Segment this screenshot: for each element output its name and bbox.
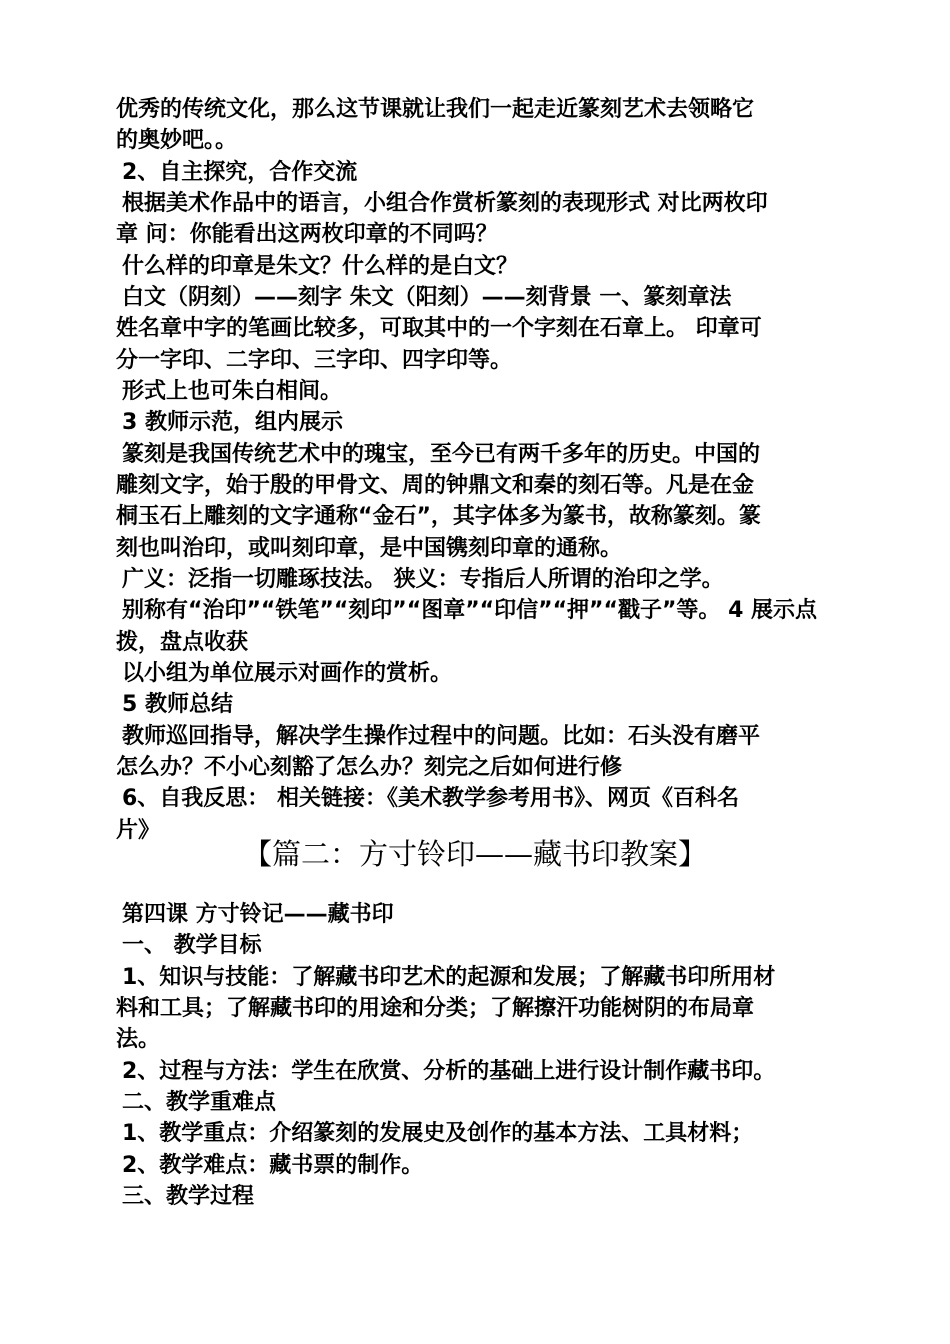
section-heading: 【篇二：方寸铃印——藏书印教案】: [242, 837, 707, 871]
text-line: 料和工具；了解藏书印的用途和分类；了解擦汗功能树阴的布局章: [116, 996, 755, 1021]
text-line: 3 教师示范，组内展示: [122, 410, 343, 435]
text-line: 片》: [116, 818, 161, 843]
text-line: 教师巡回指导，解决学生操作过程中的问题。比如：石头没有磨平: [122, 724, 761, 749]
text-line: 优秀的传统文化，那么这节课就让我们一起走近篆刻艺术去领略它: [116, 97, 755, 122]
text-line: 一、 教学目标: [122, 933, 262, 958]
text-line: 2、自主探究，合作交流: [122, 160, 358, 185]
text-line: 6、自我反思： 相关链接：《美术教学参考用书》、网页《百科名: [122, 786, 739, 811]
text-line: 拨，盘点收获: [116, 630, 249, 655]
text-line: 白文（阴刻）——刻字 朱文（阳刻）——刻背景 一、篆刻章法: [122, 285, 732, 310]
text-line: 第四课 方寸铃记——藏书印: [122, 902, 394, 927]
text-line: 怎么办？不小心刻豁了怎么办？刻完之后如何进行修: [116, 755, 623, 780]
text-line: 5 教师总结: [122, 692, 233, 717]
text-line: 的奥妙吧。。: [116, 128, 238, 153]
text-line: 别称有“治印”“铁笔”“刻印”“图章”“印信”“押”“戳子”等。 4 展示点: [122, 598, 818, 623]
text-line: 二、教学重难点: [122, 1090, 277, 1115]
text-line: 桐玉石上雕刻的文字通称“金石”，其字体多为篆书，故称篆刻。篆: [116, 504, 761, 529]
text-line: 2、过程与方法：学生在欣赏、分析的基础上进行设计制作藏书印。: [122, 1059, 776, 1084]
text-line: 雕刻文字，始于殷的甲骨文、周的钟鼎文和秦的刻石等。凡是在金: [116, 473, 755, 498]
text-line: 姓名章中字的笔画比较多，可取其中的一个字刻在石章上。 印章可: [116, 316, 762, 341]
text-line: 根据美术作品中的语言，小组合作赏析篆刻的表现形式 对比两枚印: [122, 191, 768, 216]
text-line: 刻也叫治印，或叫刻印章，是中国镌刻印章的通称。: [116, 536, 623, 561]
text-line: 章 问：你能看出这两枚印章的不同吗？: [116, 222, 498, 247]
text-line: 分一字印、二字印、三字印、四字印等。: [116, 348, 513, 373]
text-line: 什么样的印章是朱文？什么样的是白文？: [122, 254, 519, 279]
text-line: 以小组为单位展示对画作的赏析。: [122, 661, 453, 686]
text-line: 法。: [116, 1027, 161, 1052]
text-line: 广义：泛指一切雕琢技法。 狭义：专指后人所谓的治印之学。: [122, 567, 724, 592]
text-line: 2、教学难点：藏书票的制作。: [122, 1153, 424, 1178]
text-line: 篆刻是我国传统艺术中的瑰宝，至今已有两千多年的历史。中国的: [122, 442, 761, 467]
text-line: 三、教学过程: [122, 1184, 255, 1209]
text-line: 1、教学重点：介绍篆刻的发展史及创作的基本方法、工具材料；: [122, 1121, 754, 1146]
text-line: 形式上也可朱白相间。: [122, 379, 343, 404]
text-line: 1、知识与技能：了解藏书印艺术的起源和发展；了解藏书印所用材: [122, 965, 776, 990]
